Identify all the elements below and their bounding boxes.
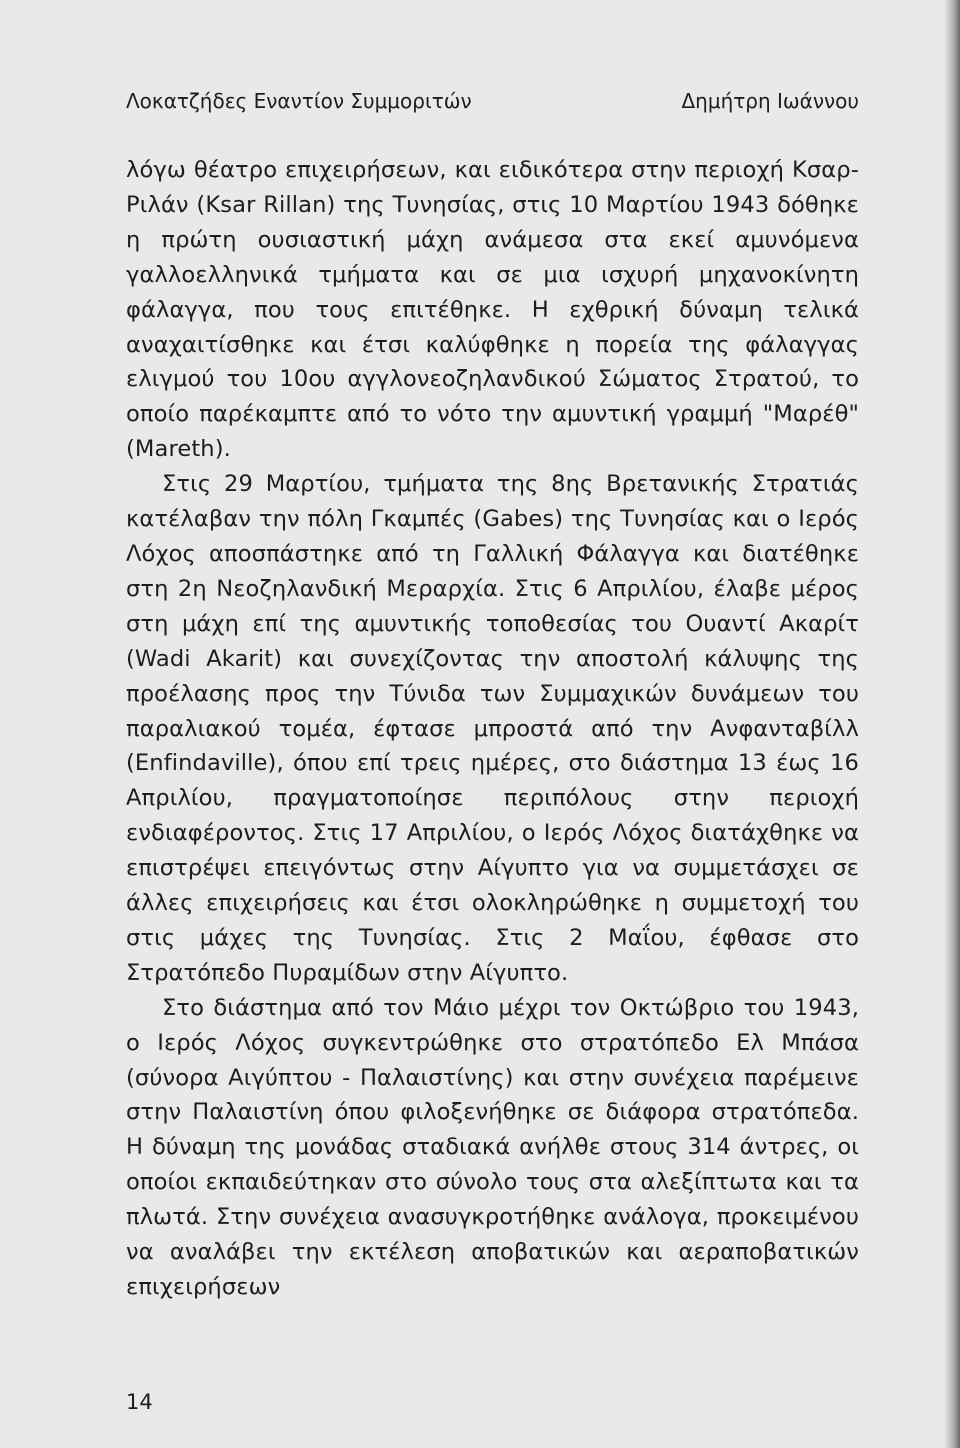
running-header bbox=[126, 86, 859, 116]
paragraph-2: Στις 29 Μαρτίου, τμήματα της 8ης Βρετανικής Στρατιάς κατέλαβαν την πόλη Γκαμπές (Gabes) της Τυνησίας και ο Ιερός Λόχος αποσπάστηκε από τη Γαλλική Φάλαγγα και διατέθηκε στη 2η Νεοζηλανδική Μεραρχία. Στις 6 Απριλίου, έλαβε μέρος στη μάχη επί της αμυντικής τοποθεσίας του Ουαντί Ακαρίτ (Wadi Akarit) και συνεχίζοντας την αποστολή κάλυψης της προέλασης προς την Τύνιδα των Συμμαχικών δυνάμεων του παραλιακού τομέα, έφτασε μπροστά από την Ανφανταβίλλ (Enfindaville), όπου επί τρεις ημέρες, στο διάστημα 13 έως 16 Απριλίου, πραγματοποίησε περιπόλους στην περιοχή ενδιαφέροντος. Στις 17 Απριλίου, ο Ιερός Λόχος διατάχθηκε να επιστρέψει επειγόντως στην Αίγυπτο για να συμμετάσχει σε άλλες επιχειρήσεις και έτσι ολοκληρώθηκε η συμμετοχή του στις μάχες της Τυνησίας. Στις 2 Μαΐου, έφθασε στο Στρατόπεδο Πυραμίδων στην Αίγυπτο. bbox=[126, 471, 859, 986]
page-edge-shadow bbox=[944, 0, 960, 1448]
paragraph-3: Στο διάστημα από τον Μάιο μέχρι τον Οκτώβριο του 1943, ο Ιερός Λόχος συγκεντρώθηκε στο στρατόπεδο Ελ Μπάσα (σύνορα Αιγύπτου - Παλαιστίνης) και στην συνέχεια παρέμεινε στην Παλαιστίνη όπου φιλοξενήθηκε σε διάφορα στρατόπεδα. Η δύναμη της μονάδας σταδιακά ανήλθε στους 314 άντρες, οι οποίοι εκπαιδεύτηκαν στο σύνολο τους στα αλεξίπτωτα και τα πλωτά. Στην συνέχεια ανασυγκροτήθηκε ανάλογα, προκειμένου να αναλάβει την εκτέλεση αποβατικών και αεραποβατικών επιχειρήσεων bbox=[126, 994, 859, 1300]
book-title: Λοκατζήδες Εναντίον Συμμοριτών bbox=[126, 89, 472, 113]
paragraph-1: λόγω θέατρο επιχειρήσεων, και ειδικότερα στην περιοχή Κσαρ-Ριλάν (Ksar Rillan) της Τυνησίας, στις 10 Μαρτίου 1943 δόθηκε η πρώτη ουσιαστική μάχη ανάμεσα στα εκεί αμυνόμενα γαλλοελληνικά τμήματα και σε μια ισχυρή μηχανοκίνητη φάλαγγα, που τους επιτέθηκε. Η εχθρική δύναμη τελικά αναχαιτίσθηκε και έτσι καλύφθηκε η πορεία της φάλαγγας ελιγμού του 10ου αγγλονεοζηλανδικού Σώματος Στρατού, το οποίο παρέκαμπτε από το νότο την αμυντική γραμμή "Μαρέθ" (Mareth). bbox=[126, 157, 859, 463]
page-number: 14 bbox=[126, 1390, 153, 1414]
body-text bbox=[126, 153, 859, 1305]
author-name: Δημήτρη Ιωάννου bbox=[681, 89, 859, 113]
